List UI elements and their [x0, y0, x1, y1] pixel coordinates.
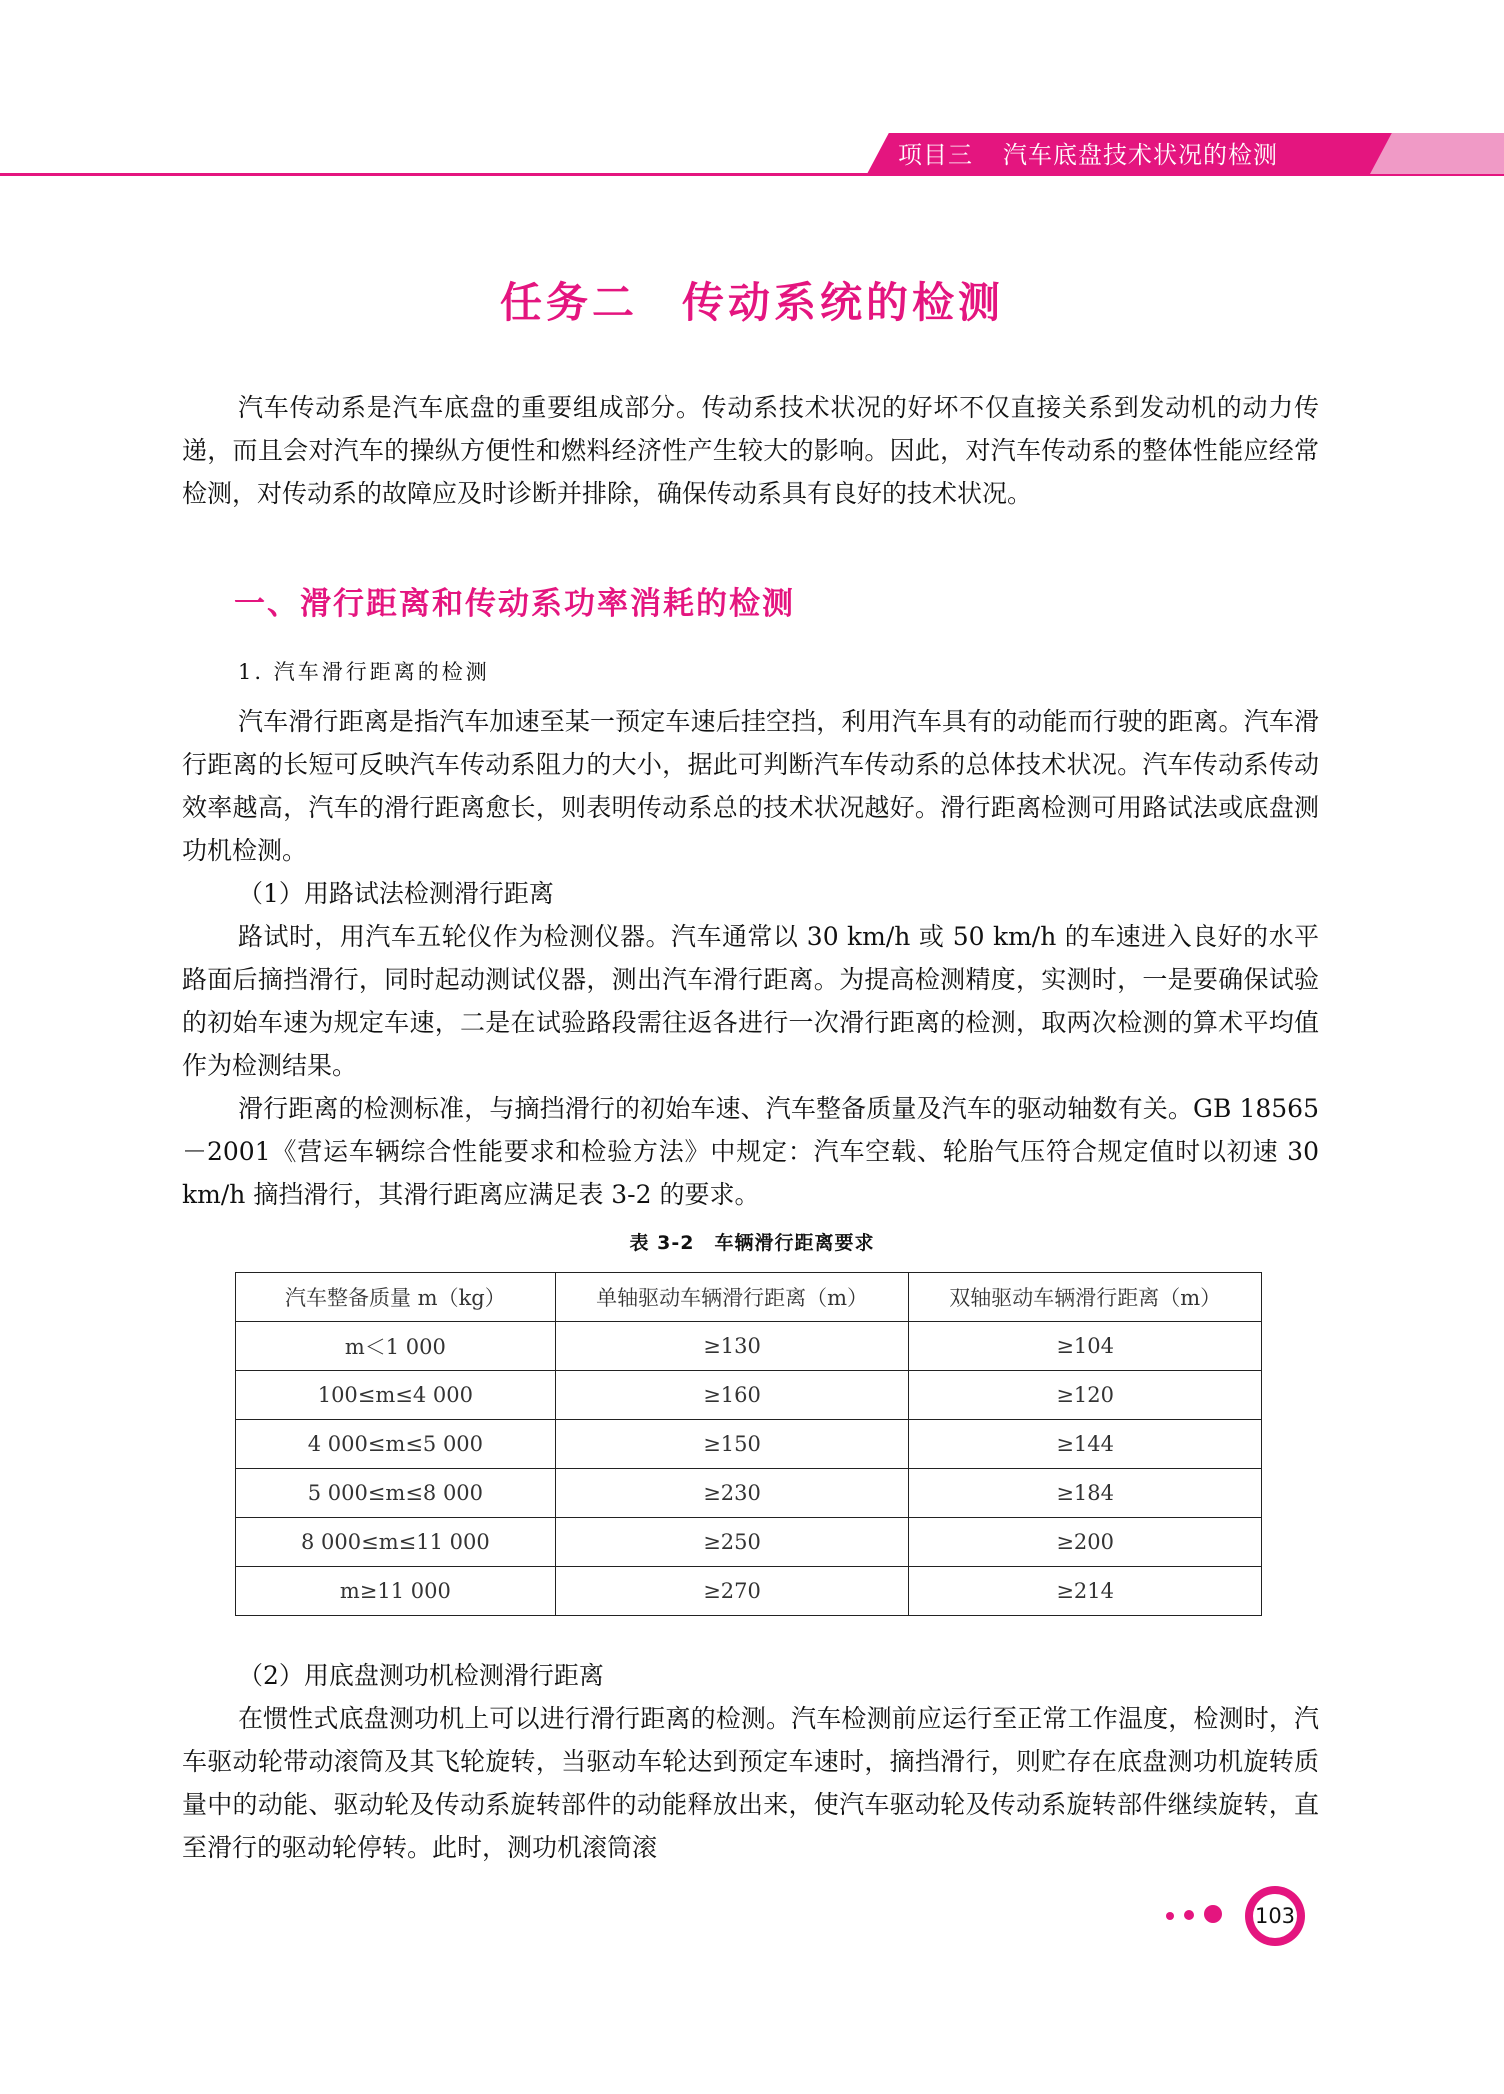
table-header-row [236, 1273, 1262, 1322]
page-dot-icon [1166, 1912, 1174, 1920]
table-row [236, 1518, 1262, 1567]
running-header [0, 133, 1504, 175]
page-number: 103 [1253, 1894, 1297, 1938]
paragraph-dynamometer: 在惯性式底盘测功机上可以进行滑行距离的检测。汽车检测前应运行至正常工作温度，检测时，汽车驱动轮带动滚筒及其飞轮旋转，当驱动车轮达到预定车速时，摘挡滑行，则贮存在底盘测功机旋转质量中的动能、驱动轮及传动系旋转部件的动能释放出来，使汽车驱动轮及传动系旋转部件继续旋转，直至滑行的驱动轮停转。此时，测功机滚筒滚 [182, 1704, 1319, 1862]
page-dot-icon [1184, 1910, 1194, 1920]
table-cell: ≥150 [555, 1420, 909, 1469]
table-caption [0, 1228, 1504, 1255]
page-dot-icon [1204, 1905, 1222, 1923]
table-cell: 4 000≤m≤5 000 [236, 1420, 556, 1469]
table-cell: ≥130 [555, 1322, 909, 1371]
intro-paragraph: 汽车传动系是汽车底盘的重要组成部分。传动系技术状况的好坏不仅直接关系到发动机的动力传递，而且会对汽车的操纵方便性和燃料经济性产生较大的影响。因此，对汽车传动系的整体性能应经常检测，对传动系的故障应及时诊断并排除，确保传动系具有良好的技术状况。 [182, 393, 1319, 508]
table-cell: ≥214 [909, 1567, 1262, 1616]
table-header-cell: 双轴驱动车辆滑行距离（m） [909, 1273, 1262, 1322]
header-text [898, 137, 1278, 173]
table-cell: 5 000≤m≤8 000 [236, 1469, 556, 1518]
page-number-badge [1245, 1886, 1305, 1946]
table-cell: m＜1 000 [236, 1322, 556, 1371]
table-row [236, 1371, 1262, 1420]
subsection-heading: 1. 汽车滑行距离的检测 [238, 660, 490, 684]
paragraph-coasting-definition: 汽车滑行距离是指汽车加速至某一预定车速后挂空挡，利用汽车具有的动能而行驶的距离。汽车滑行距离的长短可反映汽车传动系阻力的大小，据此可判断汽车传动系的总体技术状况。汽车传动系传动效率越高，汽车的滑行距离愈长，则表明传动系总的技术状况越好。滑行距离检测可用路试法或底盘测功机检测。 [182, 707, 1319, 865]
paragraph-standard: 滑行距离的检测标准，与摘挡滑行的初始车速、汽车整备质量及汽车的驱动轴数有关。GB 18565－2001《营运车辆综合性能要求和检验方法》中规定：汽车空载、轮胎气压符合规定值时以初速 30 km/h 摘挡滑行，其滑行距离应满足表 3-2 的要求。 [182, 1094, 1319, 1209]
header-tab-accent [1370, 133, 1504, 174]
table-cell: ≥200 [909, 1518, 1262, 1567]
subsection-road-test: （1）用路试法检测滑行距离 [238, 879, 554, 908]
table-number: 表 3-2 [629, 1232, 695, 1254]
page-title [0, 270, 1504, 330]
table-cell: ≥250 [555, 1518, 909, 1567]
table-row [236, 1322, 1262, 1371]
table-row [236, 1420, 1262, 1469]
table-cell: ≥120 [909, 1371, 1262, 1420]
table-header-cell: 汽车整备质量 m（kg） [236, 1273, 556, 1322]
header-project: 项目三 [898, 141, 973, 169]
table-cell: 100≤m≤4 000 [236, 1371, 556, 1420]
table-cell: ≥230 [555, 1469, 909, 1518]
table-cell: 8 000≤m≤11 000 [236, 1518, 556, 1567]
table-cell: m≥11 000 [236, 1567, 556, 1616]
section-heading: 一、滑行距离和传动系功率消耗的检测 [234, 586, 795, 622]
coasting-distance-table [235, 1272, 1262, 1616]
task-number: 任务二 [499, 278, 638, 327]
paragraph-road-test: 路试时，用汽车五轮仪作为检测仪器。汽车通常以 30 km/h 或 50 km/h 的车速进入良好的水平路面后摘挡滑行，同时起动测试仪器，测出汽车滑行距离。为提高检测精度，实测时，一是要确保试验的初始车速为规定车速，二是在试验路段需往返各进行一次滑行距离的检测，取两次检测的算术平均值作为检测结果。 [182, 922, 1319, 1080]
table-cell: ≥184 [909, 1469, 1262, 1518]
table-title: 车辆滑行距离要求 [714, 1232, 875, 1254]
table-row [236, 1567, 1262, 1616]
table-cell: ≥270 [555, 1567, 909, 1616]
table-cell: ≥160 [555, 1371, 909, 1420]
table-header-cell: 单轴驱动车辆滑行距离（m） [555, 1273, 909, 1322]
table-cell: ≥104 [909, 1322, 1262, 1371]
header-title: 汽车底盘技术状况的检测 [1003, 141, 1278, 169]
task-title: 传动系统的检测 [682, 278, 1005, 327]
table-cell: ≥144 [909, 1420, 1262, 1469]
subsection-dynamometer: （2）用底盘测功机检测滑行距离 [238, 1661, 604, 1690]
table-row [236, 1469, 1262, 1518]
